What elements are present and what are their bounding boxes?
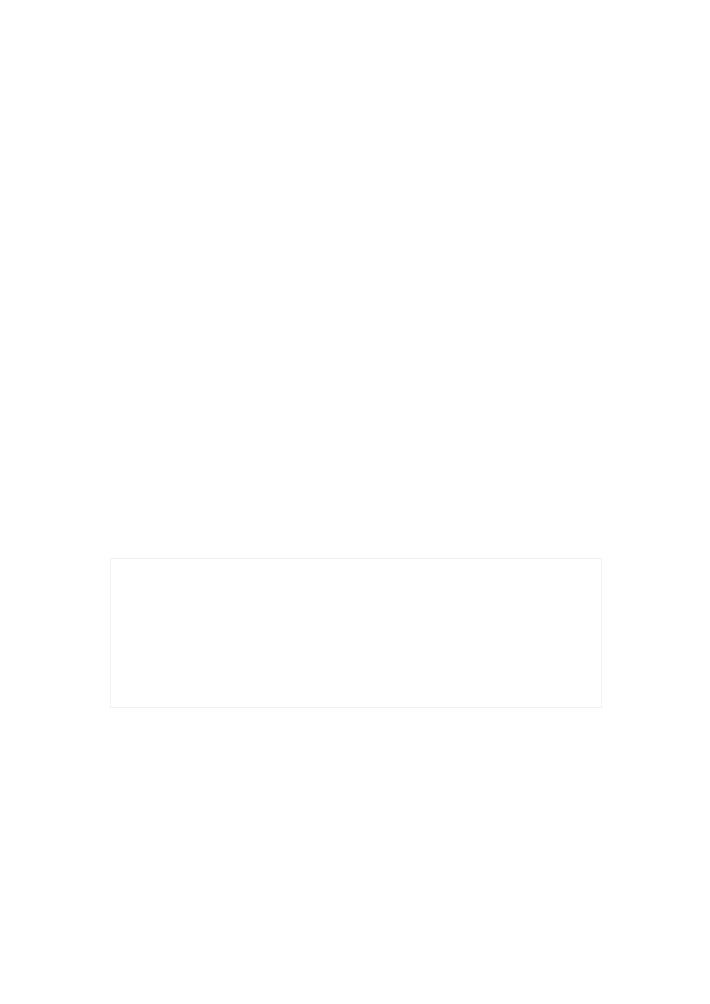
figure-svg bbox=[110, 558, 602, 708]
figure-land-supply bbox=[110, 558, 602, 708]
figure-frame bbox=[110, 558, 602, 708]
